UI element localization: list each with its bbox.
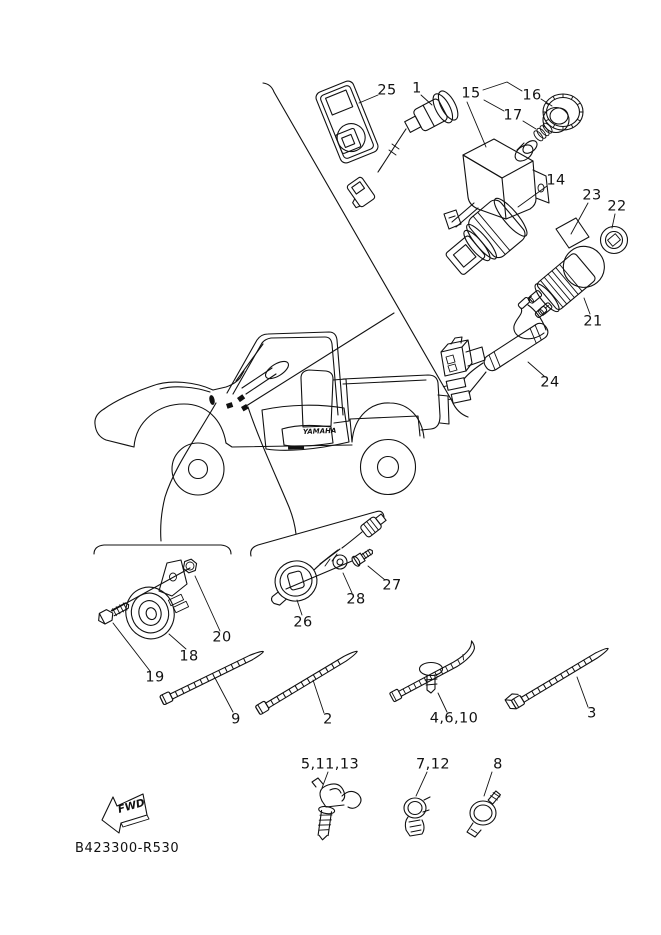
harness-pointer-line — [243, 313, 394, 408]
routing-line-left — [161, 403, 216, 541]
part-23-plate — [556, 218, 589, 248]
part-label-2[interactable]: 2 — [323, 711, 333, 728]
routing-line-right — [248, 407, 296, 534]
part-label-21[interactable]: 21 — [583, 313, 603, 330]
part-label-15[interactable]: 15 — [461, 85, 481, 102]
yamaha-logo-text: YAMAHA — [302, 426, 337, 436]
part-label-27[interactable]: 27 — [382, 577, 402, 594]
part-label-5,11,13[interactable]: 5,11,13 — [300, 756, 360, 773]
part-9-cable-tie — [160, 647, 266, 705]
part-label-7,12[interactable]: 7,12 — [416, 756, 450, 773]
part-label-17[interactable]: 17 — [503, 107, 523, 124]
part-label-18[interactable]: 18 — [179, 648, 199, 665]
group-divider-line — [263, 83, 468, 417]
part-label-26[interactable]: 26 — [293, 614, 313, 631]
rear-wheel — [361, 440, 416, 495]
vehicle-illustration — [95, 332, 449, 495]
part-label-23[interactable]: 23 — [582, 187, 602, 204]
part-28-washer — [333, 555, 347, 569]
part-label-20[interactable]: 20 — [212, 629, 232, 646]
part-label-28[interactable]: 28 — [346, 591, 366, 608]
part-24-wire-lead — [441, 294, 551, 404]
part-22-ring — [601, 227, 628, 254]
part-label-14[interactable]: 14 — [546, 172, 566, 189]
part-25-switch-panel — [314, 79, 380, 164]
part-27-bolt — [350, 546, 375, 567]
part-4-6-10-tie-with-rivet — [386, 641, 480, 702]
part-label-8[interactable]: 8 — [493, 756, 503, 773]
part-label-16[interactable]: 16 — [522, 87, 542, 104]
part-7-12-clamp — [404, 797, 430, 836]
harness-routing-lines — [94, 83, 468, 556]
part-label-9[interactable]: 9 — [231, 711, 241, 728]
diagram-code: B423300-R530 — [75, 841, 180, 856]
fwd-arrow-label: FWD — [116, 796, 147, 816]
part-5-11-13-clamp — [312, 778, 361, 841]
part-label-24[interactable]: 24 — [540, 374, 560, 391]
part-2-cable-tie — [255, 647, 359, 715]
part-label-3[interactable]: 3 — [587, 705, 597, 722]
part-label-4,6,10[interactable]: 4,6,10 — [429, 710, 479, 727]
fwd-arrow — [102, 794, 149, 833]
part-8-clamp — [467, 790, 501, 837]
front-wheel — [172, 443, 224, 495]
part-label-19[interactable]: 19 — [145, 669, 165, 686]
group-bracket-left — [94, 545, 231, 554]
part-18-horn — [119, 560, 188, 645]
part-label-25[interactable]: 25 — [377, 82, 397, 99]
part-3-cable-tie — [511, 644, 610, 709]
group-bracket-right — [251, 511, 384, 556]
part-3-tie-head — [504, 691, 524, 711]
part-label-1[interactable]: 1 — [412, 80, 422, 97]
part-label-22[interactable]: 22 — [607, 198, 627, 215]
part-17-spring — [532, 122, 554, 143]
part-1-switch-assembly — [343, 88, 462, 210]
